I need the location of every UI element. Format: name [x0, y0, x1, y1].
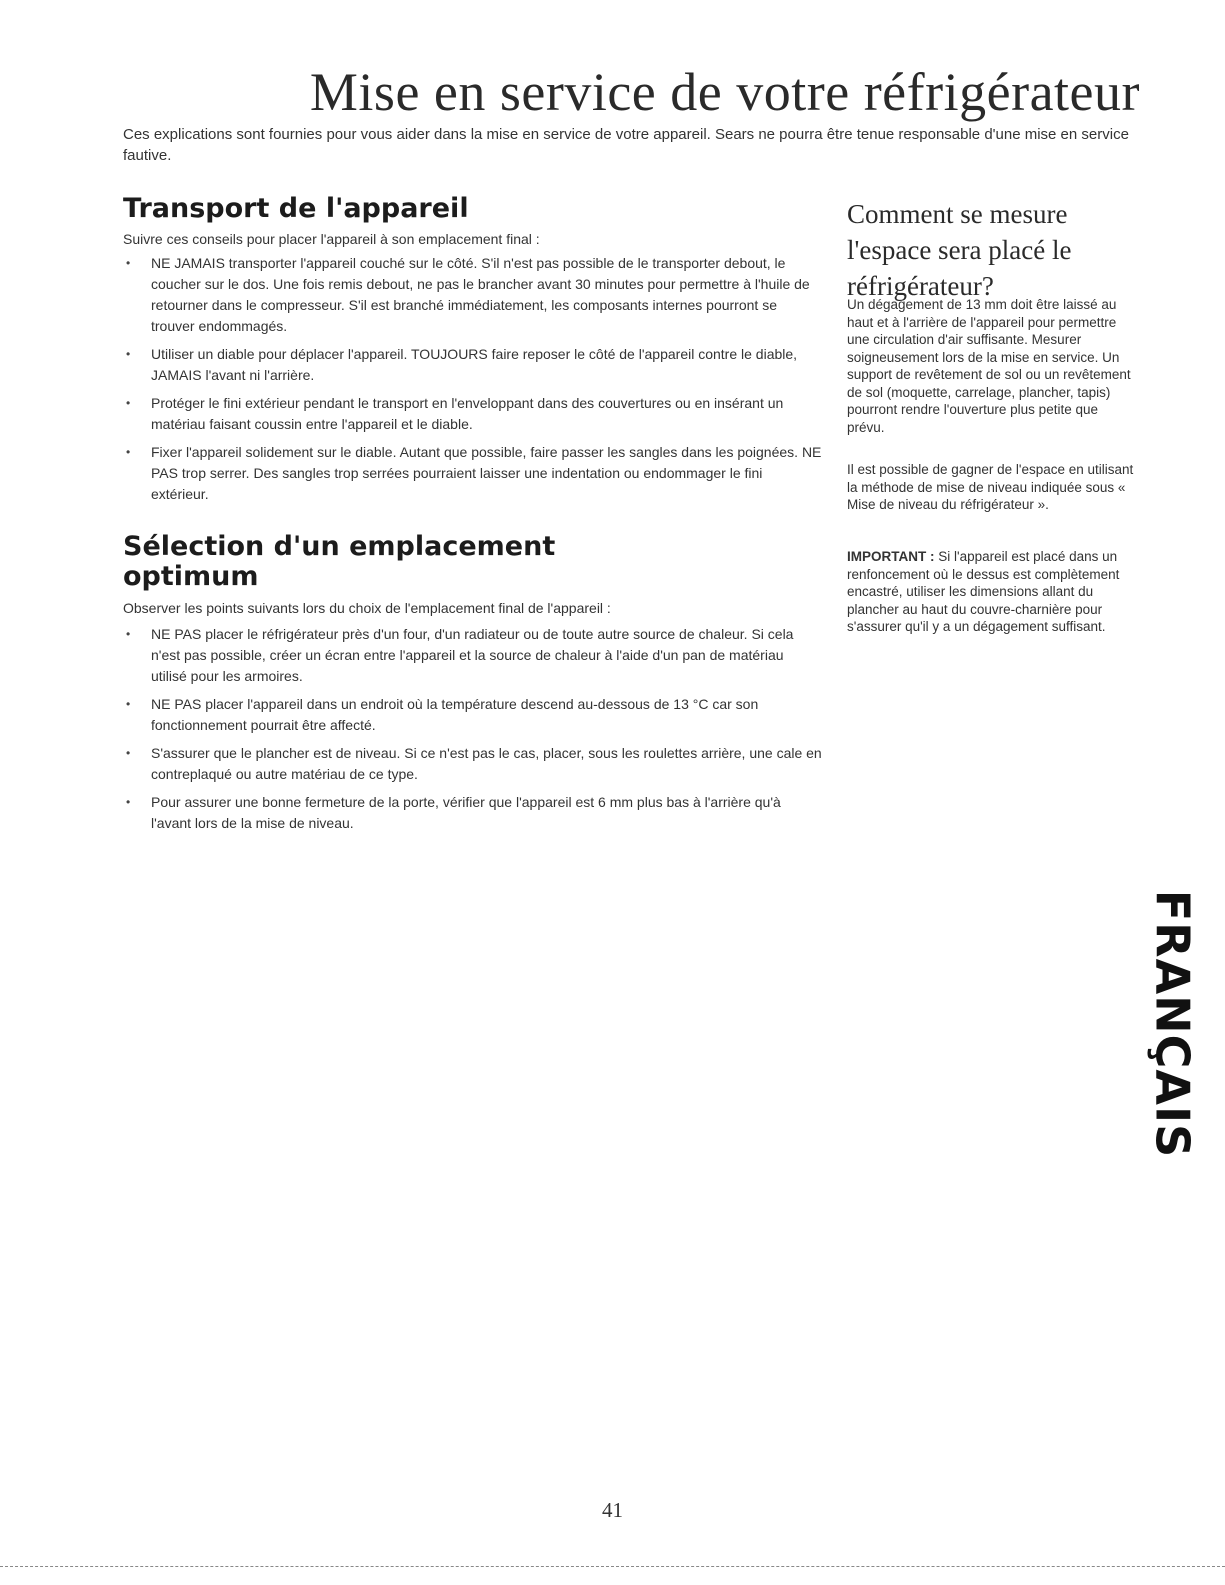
language-tab: [1145, 889, 1200, 1159]
list-item: • S'assurer que le plancher est de niveau. Si ce n'est pas le cas, placer, sous les roulettes arrière, une cale en contreplaqué ou autre matériau de ce type.: [123, 743, 823, 785]
page-title: Mise en service de votre réfrigérateur: [309, 62, 1140, 122]
list-item: • NE PAS placer le réfrigérateur près d'un four, d'un radiateur ou de toute autre source de chaleur. Si cela n'est pas possible, créer un écran entre l'appareil et la source de chaleur à l'aide d'un pan de matériau utilisé pour les armoires.: [123, 624, 823, 687]
sidebar-important: [847, 548, 1137, 636]
selection-intro: Observer les points suivants lors du choix de l'emplacement final de l'appareil :: [123, 600, 611, 616]
sidebar-paragraph-1: Un dégagement de 13 mm doit être laissé au haut et à l'arrière de l'appareil pour permettre une circulation d'air suffisante. Mesurer soigneusement lors de la mise en service. Un support de revêtement de sol ou un revêtement de sol (moquette, carrelage, plancher, tapis) pourront rendre l'ouverture plus petite que prévu.: [847, 297, 1131, 435]
list-item: • NE JAMAIS transporter l'appareil couché sur le côté. S'il n'est pas possible de le transporter debout, le coucher sur le dos. Une fois remis debout, ne pas le brancher avant 30 minutes pour permettre à l'huile de retourner dans le compresseur. S'il est branché immédiatement, les composants internes pourront se trouver endommagés.: [123, 253, 823, 337]
list-item: • NE PAS placer l'appareil dans un endroit où la température descend au-dessous de 13 °C car son fonctionnement pourrait être affecté.: [123, 694, 823, 736]
list-item: • Utiliser un diable pour déplacer l'appareil. TOUJOURS faire reposer le côté de l'appareil contre le diable, JAMAIS l'avant ni l'arrière.: [123, 344, 823, 386]
list-item: • Pour assurer une bonne fermeture de la porte, vérifier que l'appareil est 6 mm plus bas à l'arrière qu'à l'avant lors de la mise de niveau.: [123, 792, 823, 834]
transport-list: [123, 253, 823, 512]
important-label: IMPORTANT :: [847, 549, 935, 564]
sidebar-paragraph-2: Il est possible de gagner de l'espace en utilisant la méthode de mise de niveau indiquée sous « Mise de niveau du réfrigérateur ».: [847, 462, 1134, 512]
selection-heading-line1: Sélection d'un emplacement: [123, 531, 556, 562]
important-text: Si l'appareil est placé dans un renfoncement où le dessus est complètement encastré, utiliser les dimensions allant du plancher au haut du couvre-charnière pour s'assurer qu'il y a un dégagement suffisant.: [847, 549, 1120, 634]
selection-heading-line2: optimum: [123, 561, 259, 592]
page-number: 41: [602, 1498, 623, 1522]
transport-intro: Suivre ces conseils pour placer l'appareil à son emplacement final :: [123, 231, 540, 247]
page-bottom-divider: [0, 1566, 1225, 1567]
sidebar-heading: Comment se mesure l'espace sera placé le réfrigérateur?: [847, 199, 1072, 301]
transport-heading: Transport de l'appareil: [123, 193, 469, 224]
language-tab-label: FRANÇAIS: [1145, 889, 1200, 1159]
list-item: • Protéger le fini extérieur pendant le transport en l'enveloppant dans des couvertures ou en insérant un matériau faisant coussin entre l'appareil et le diable.: [123, 393, 823, 435]
list-item: • Fixer l'appareil solidement sur le diable. Autant que possible, faire passer les sangles dans les poignées. NE PAS trop serrer. Des sangles trop serrées pourraient laisser une indentation ou endommager le fini extérieur.: [123, 442, 823, 505]
intro-text: Ces explications sont fournies pour vous aider dans la mise en service de votre appareil. Sears ne pourra être tenue responsable d'une mise en service fautive.: [123, 126, 1129, 164]
selection-heading: [123, 532, 555, 592]
selection-list: [123, 624, 823, 841]
